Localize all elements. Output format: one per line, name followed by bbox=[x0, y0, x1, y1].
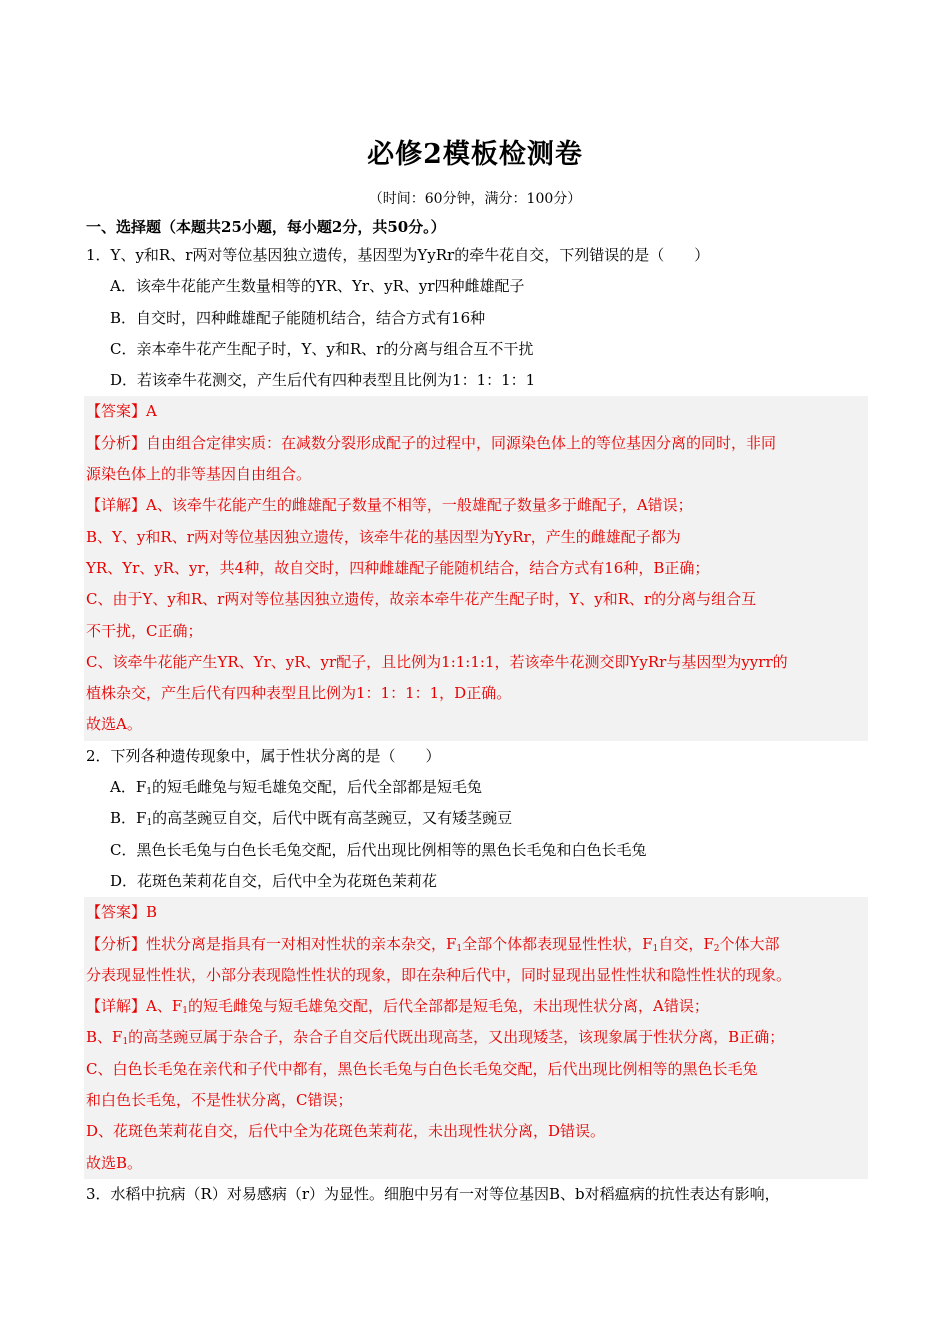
q2-option-b: B．$F_1$的高茎豌豆自交，后代中既有高茎豌豆，又有矮茎豌豆 bbox=[110, 809, 513, 829]
q1-analysis-line: 源染色体上的非等基因自由组合。 bbox=[86, 465, 312, 484]
question-3-stem: 3．水稻中抗病（R）对易感病（r）为显性。细胞中另有一对等位基因B、b对稻瘟病的抗性表达有影响， bbox=[86, 1184, 780, 1203]
q1-detail-line: 植株杂交，产生后代有四种表型且比例为1：1：1：1，D正确。 bbox=[86, 684, 512, 703]
q1-detail-line: C、由于Y、y和R、r两对等位基因独立遗传，故亲本牵牛花产生配子时，Y、y和R、r的分离与组合互 bbox=[86, 590, 757, 609]
exam-info: （时间：60分钟，满分：100分） bbox=[368, 191, 582, 207]
q1-option-d: D．若该牵牛花测交，产生后代有四种表型且比例为1：1：1：1 bbox=[110, 371, 536, 390]
question-2-stem: 2．下列各种遗传现象中，属于性状分离的是（ ） bbox=[86, 746, 441, 765]
q1-detail-line: 不干扰，C正确； bbox=[86, 621, 203, 640]
q1-option-a: A．该牵牛花能产生数量相等的YR、Yr、yR、yr四种雌雄配子 bbox=[110, 277, 525, 296]
q2-option-a: A．$F_1$的短毛雌兔与短毛雄兔交配，后代全部都是短毛兔 bbox=[110, 778, 482, 798]
q2-detail-line: B、$F_1$的高茎豌豆属于杂合子，杂合子自交后代既出现高茎，又出现矮茎，该现象属于性状分离，B正确； bbox=[86, 1028, 785, 1048]
q2-detail-line: C、白色长毛兔在亲代和子代中都有，黑色长毛兔与白色长毛兔交配，后代出现比例相等的黑色长毛兔 bbox=[86, 1059, 758, 1078]
q2-option-c: C．黑色长毛兔与白色长毛兔交配，后代出现比例相等的黑色长毛兔和白色长毛兔 bbox=[110, 840, 647, 859]
q1-answer-block bbox=[84, 396, 868, 740]
page-title: 必修2模板检测卷 bbox=[367, 139, 583, 170]
q1-analysis-line: 【分析】自由组合定律实质：在减数分裂形成配子的过程中，同源染色体上的等位基因分离的同时，非同 bbox=[86, 433, 777, 452]
q2-analysis-line: 【分析】性状分离是指具有一对相对性状的亲本杂交，$F_1$全部个体都表现显性性状，$F_1$自交，$F_2$个体大部 bbox=[86, 934, 780, 954]
q2-detail-line: 和白色长毛兔，不是性状分离，C错误； bbox=[86, 1091, 353, 1110]
q1-detail-line: C、该牵牛花能产生YR、Yr、yR、yr配子，且比例为1:1:1:1，若该牵牛花测交即YyRr与基因型为yyrr的 bbox=[86, 652, 788, 671]
q2-detail-line: 【详解】A、$F_1$的短毛雌兔与短毛雄兔交配，后代全部都是短毛兔，未出现性状分离，A错误； bbox=[86, 997, 709, 1017]
q2-detail-line: D、花斑色茉莉花自交，后代中全为花斑色茉莉花，未出现性状分离，D错误。 bbox=[86, 1122, 606, 1141]
q1-option-c: C．亲本牵牛花产生配子时，Y、y和R、r的分离与组合互不干扰 bbox=[110, 339, 534, 358]
q2-option-d: D．花斑色茉莉花自交，后代中全为花斑色茉莉花 bbox=[110, 871, 438, 890]
q2-analysis-line: 分表现显性性状，小部分表现隐性性状的现象，即在杂种后代中，同时显现出显性性状和隐性性状的现象。 bbox=[86, 965, 792, 984]
q1-answer: 【答案】A bbox=[86, 402, 157, 421]
q2-answer: 【答案】B bbox=[86, 903, 158, 922]
question-1-stem: 1．Y、y和R、r两对等位基因独立遗传，基因型为YyRr的牵牛花自交，下列错误的是（ ） bbox=[86, 246, 710, 264]
q2-answer-block bbox=[84, 897, 868, 1179]
q1-option-b: B．自交时，四种雌雄配子能随机结合，结合方式有16种 bbox=[110, 308, 486, 327]
q1-detail-line: 【详解】A、该牵牛花能产生的雌雄配子数量不相等，一般雄配子数量多于雌配子，A错误； bbox=[86, 496, 693, 515]
q1-detail-line: B、Y、y和R、r两对等位基因独立遗传，该牵牛花的基因型为YyRr，产生的雌雄配子都为 bbox=[86, 527, 681, 546]
content bbox=[86, 214, 866, 1210]
q2-conclusion: 故选B。 bbox=[86, 1153, 143, 1172]
q1-detail-line: YR、Yr、yR、yr，共4种，故自交时，四种雌雄配子能随机结合，结合方式有16种，B正确； bbox=[86, 558, 710, 577]
q1-conclusion: 故选A。 bbox=[86, 715, 142, 734]
section-heading: 一、选择题（本题共25小题，每小题2分，共50分。） bbox=[86, 218, 446, 236]
